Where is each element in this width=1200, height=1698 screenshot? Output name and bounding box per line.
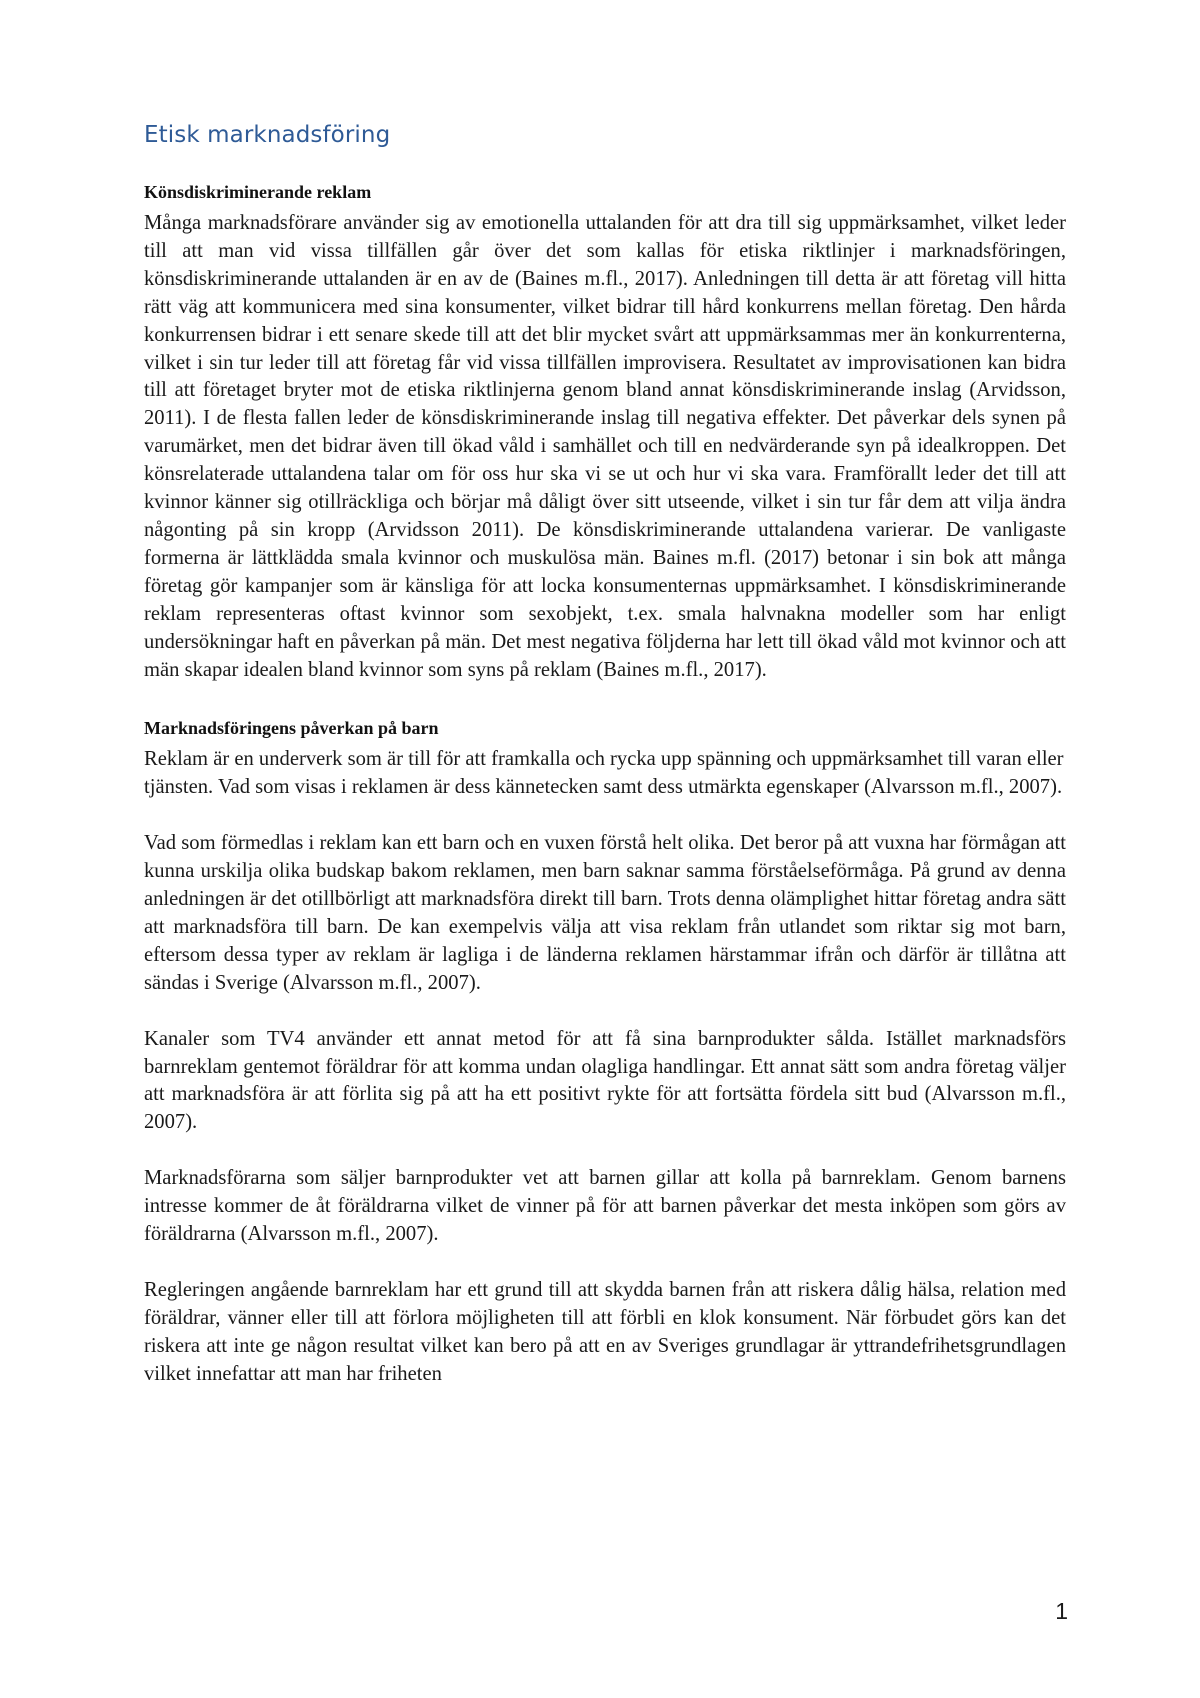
body-paragraph: Reklam är en underverk som är till för att framkalla och rycka upp spänning och uppmärksamhet till varan eller tjänsten. Vad som visas i reklamen är dess kännetecken samt dess utmärkta egenskaper (Alvarsson m.fl., 2007). (144, 748, 1064, 799)
paragraph-spacer (144, 802, 1066, 830)
paragraph-spacer (144, 1137, 1066, 1165)
body-paragraph: Många marknadsförare använder sig av emotionella uttalanden för att dra till sig uppmärksamhet, vilket leder till att man vid vissa tillfällen går över det som kallas för etiska riktlinjer i marknadsföringen, könsdiskriminerande uttalanden är en av de (Baines m.fl., 2017). Anledningen till detta är att företag vill hitta rätt väg att kommunicera med sina konsumenter, vilket bidrar till hård konkurrens mellan företag. Den hårda konkurrensen bidrar i ett senare skede till att det blir mycket svårt att uppmärksammas mer än konkurrenterna, vilket i sin tur leder till att företag får vid vissa tillfällen improvisera. Resultatet av improvisationen kan bidra till att företaget bryter mot de etiska riktlinjerna genom bland annat könsdiskriminerande inslag (Arvidsson, 2011). I de flesta fallen leder de könsdiskriminerande inslag till negativa effekter. Det påverkar dels synen på varumärket, men det bidrar även till ökad våld i samhället och till en nedvärderande syn på idealkroppen. Det könsrelaterade uttalandena talar om för oss hur ska vi se ut och hur vi ska vara. Framförallt leder det till att kvinnor känner sig otillräckliga och börjar må dåligt över sitt utseende, vilket i sin tur får dem att vilja ändra någonting på sin kropp (Arvidsson 2011). De könsdiskriminerande uttalandena varierar. De vanligaste formerna är lättklädda smala kvinnor och muskulösa män. Baines m.fl. (2017) betonar i sin bok att många företag gör kampanjer som är känsliga för att locka konsumenternas uppmärksamhet. I könsdiskriminerande reklam representeras oftast kvinnor som sexobjekt, t.ex. smala halvnakna modeller som har enligt undersökningar haft en påverkan på män. Det mest negativa följderna har lett till ökad våld mot kvinnor och att män skapar idealen bland kvinnor som syns på reklam (Baines m.fl., 2017). (144, 212, 1066, 681)
body-paragraph: Vad som förmedlas i reklam kan ett barn och en vuxen förstå helt olika. Det beror på att vuxna har förmågan att kunna urskilja olika budskap bakom reklamen, men barn saknar samma förståelseförmåga. På grund av denna anledningen är det otillbörligt att marknadsföra direkt till barn. Trots denna olämplighet hittar företag andra sätt att marknadsföra till barn. De kan exempelvis välja att visa reklam från utlandet som riktar sig mot barn, eftersom dessa typer av reklam är lagliga i de länderna reklamen härstammar ifrån och därför är tillåtna att sändas i Sverige (Alvarsson m.fl., 2007). (144, 832, 1066, 994)
body-paragraph: Regleringen angående barnreklam har ett grund till att skydda barnen från att riskera dålig hälsa, relation med föräldrar, vänner eller till att förlora möjligheten till att förbli en klok konsument. När förbudet görs kan det riskera att inte ge någon resultat vilket kan bero på att en av Sveriges grundlagar är yttrandefrihetsgrundlagen vilket innefattar att man har friheten (144, 1279, 1066, 1385)
section-heading: Könsdiskriminerande reklam (144, 182, 372, 202)
section-marketing-impact-on-children (144, 716, 1066, 1388)
page-number: 1 (1055, 1598, 1068, 1624)
paragraph-spacer (144, 1249, 1066, 1277)
section-heading: Marknadsföringens påverkan på barn (144, 718, 439, 739)
body-paragraph: Marknadsförarna som säljer barnprodukter vet att barnen gillar att kolla på barnreklam. Genom barnens intresse kommer de åt föräldrarna vilket de vinner på för att barnen påverkar det mesta inköpen som görs av föräldrarna (Alvarsson m.fl., 2007). (144, 1167, 1066, 1246)
document-title: Etisk marknadsföring (144, 122, 391, 148)
section-gender-discriminating-ads (144, 180, 1066, 684)
paragraph-spacer (144, 998, 1066, 1026)
section-spacer (144, 684, 1066, 716)
body-paragraph: Kanaler som TV4 använder ett annat metod för att få sina barnprodukter sålda. Istället marknadsförs barnreklam gentemot föräldrar för att komma undan olagliga handlingar. Ett annat sätt som andra företag väljer att marknadsföra är att förlita sig på att ha ett positivt rykte för att fortsätta fördela sitt bud (Alvarsson m.fl., 2007). (144, 1027, 1066, 1134)
